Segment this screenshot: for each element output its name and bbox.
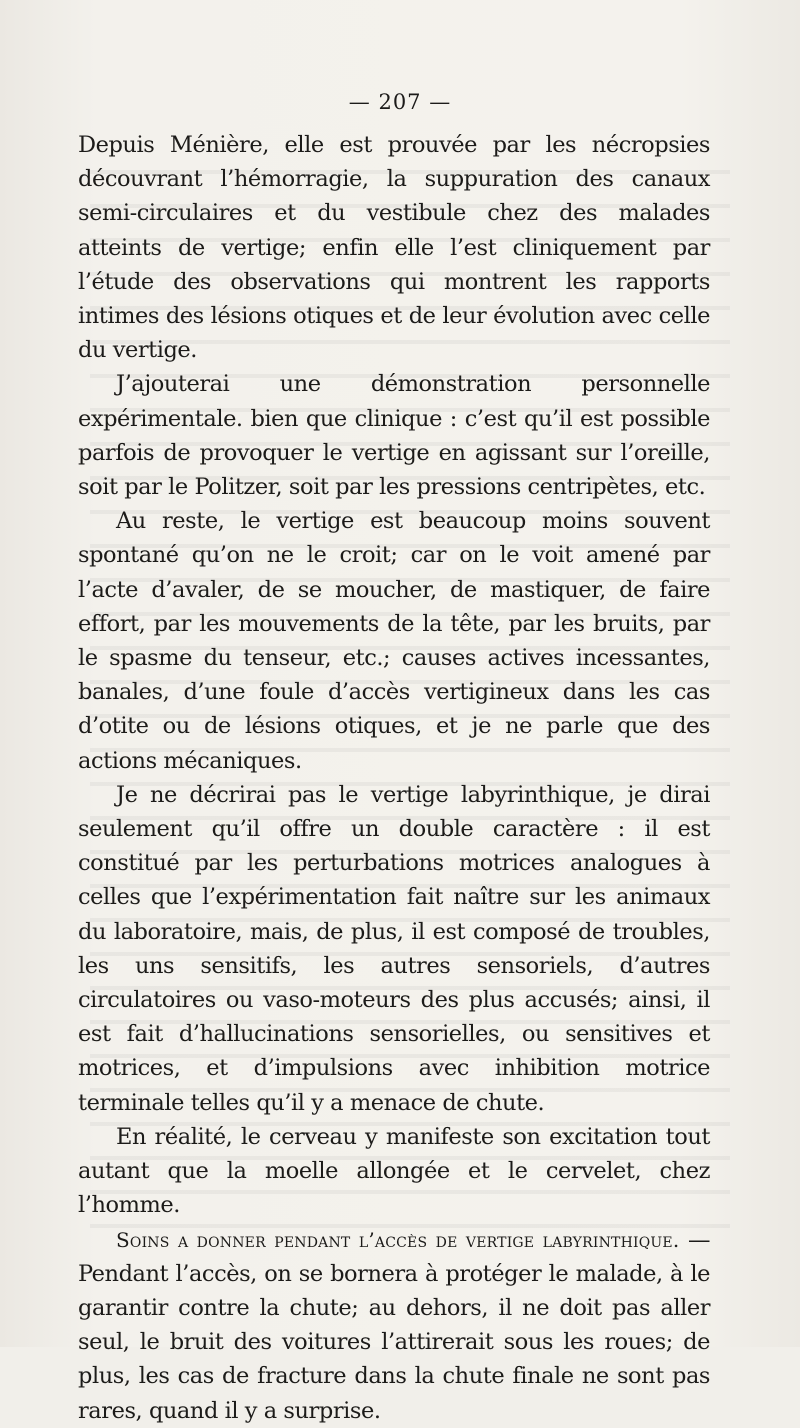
section-heading: Soins a donner pendant l’accès de vertige labyrinthique. [116, 1227, 680, 1252]
paragraph-2: J’ajouterai une démonstration personnelle expérimentale. bien que clinique : c’est qu’il est possible parfois de provoquer le vertige en agissant sur l’oreille, soit par le Politzer, soit par les pressions centripètes, etc. [78, 371, 710, 501]
page-number: — 207 — [348, 90, 452, 114]
body-text [78, 128, 710, 1428]
paragraph-3: Au reste, le vertige est beaucoup moins souvent spontané qu’on ne le croit; car on le voit amené par l’acte d’avaler, de se moucher, de mastiquer, de faire effort, par les mouvements de la tête, par les bruits, par le spasme du tenseur, etc.; causes actives incessantes, banales, d’une foule d’accès vertigineux dans les cas d’otite ou de lésions otiques, et je ne parle que des actions mécaniques. [78, 508, 710, 774]
paragraph-5: En réalité, le cerveau y manifeste son excitation tout autant que la moelle allongée et le cervelet, chez l’homme. [78, 1123, 710, 1219]
paragraph-1: Depuis Ménière, elle est prouvée par les nécropsies découvrant l’hémorragie, la suppuration des canaux semi-circulaires et du vestibule chez des malades atteints de vertige; enfin elle l’est cliniquement par l’étude des observations qui montrent les rapports intimes des lésions otiques et de leur évolution avec celle du vertige. [78, 132, 710, 364]
paragraph-4: Je ne décrirai pas le vertige labyrinthique, je dirai seulement qu’il offre un double caractère : il est constitué par les perturbations motrices analogues à celles que l’expérimentation fait naître sur les animaux du laboratoire, mais, de plus, il est composé de troubles, les uns sensitifs, les autres sensoriels, d’autres circulatoires ou vaso-moteurs des plus accusés; ainsi, il est fait d’hallucinations sensorielles, ou sensitives et motrices, et d’impulsions avec inhibition motrice terminale telles qu’il y a menace de chute. [78, 781, 710, 1116]
section-body: — Pendant l’accès, on se bornera à protéger le malade, à le garantir contre la chute; au dehors, il ne doit pas aller seul, le bruit des voitures l’attirerait sous les roues; de plus, les cas de fracture dans la chute finale ne sont pas rares, quand il y a surprise. [78, 1226, 710, 1424]
section-paragraph [78, 1223, 710, 1428]
